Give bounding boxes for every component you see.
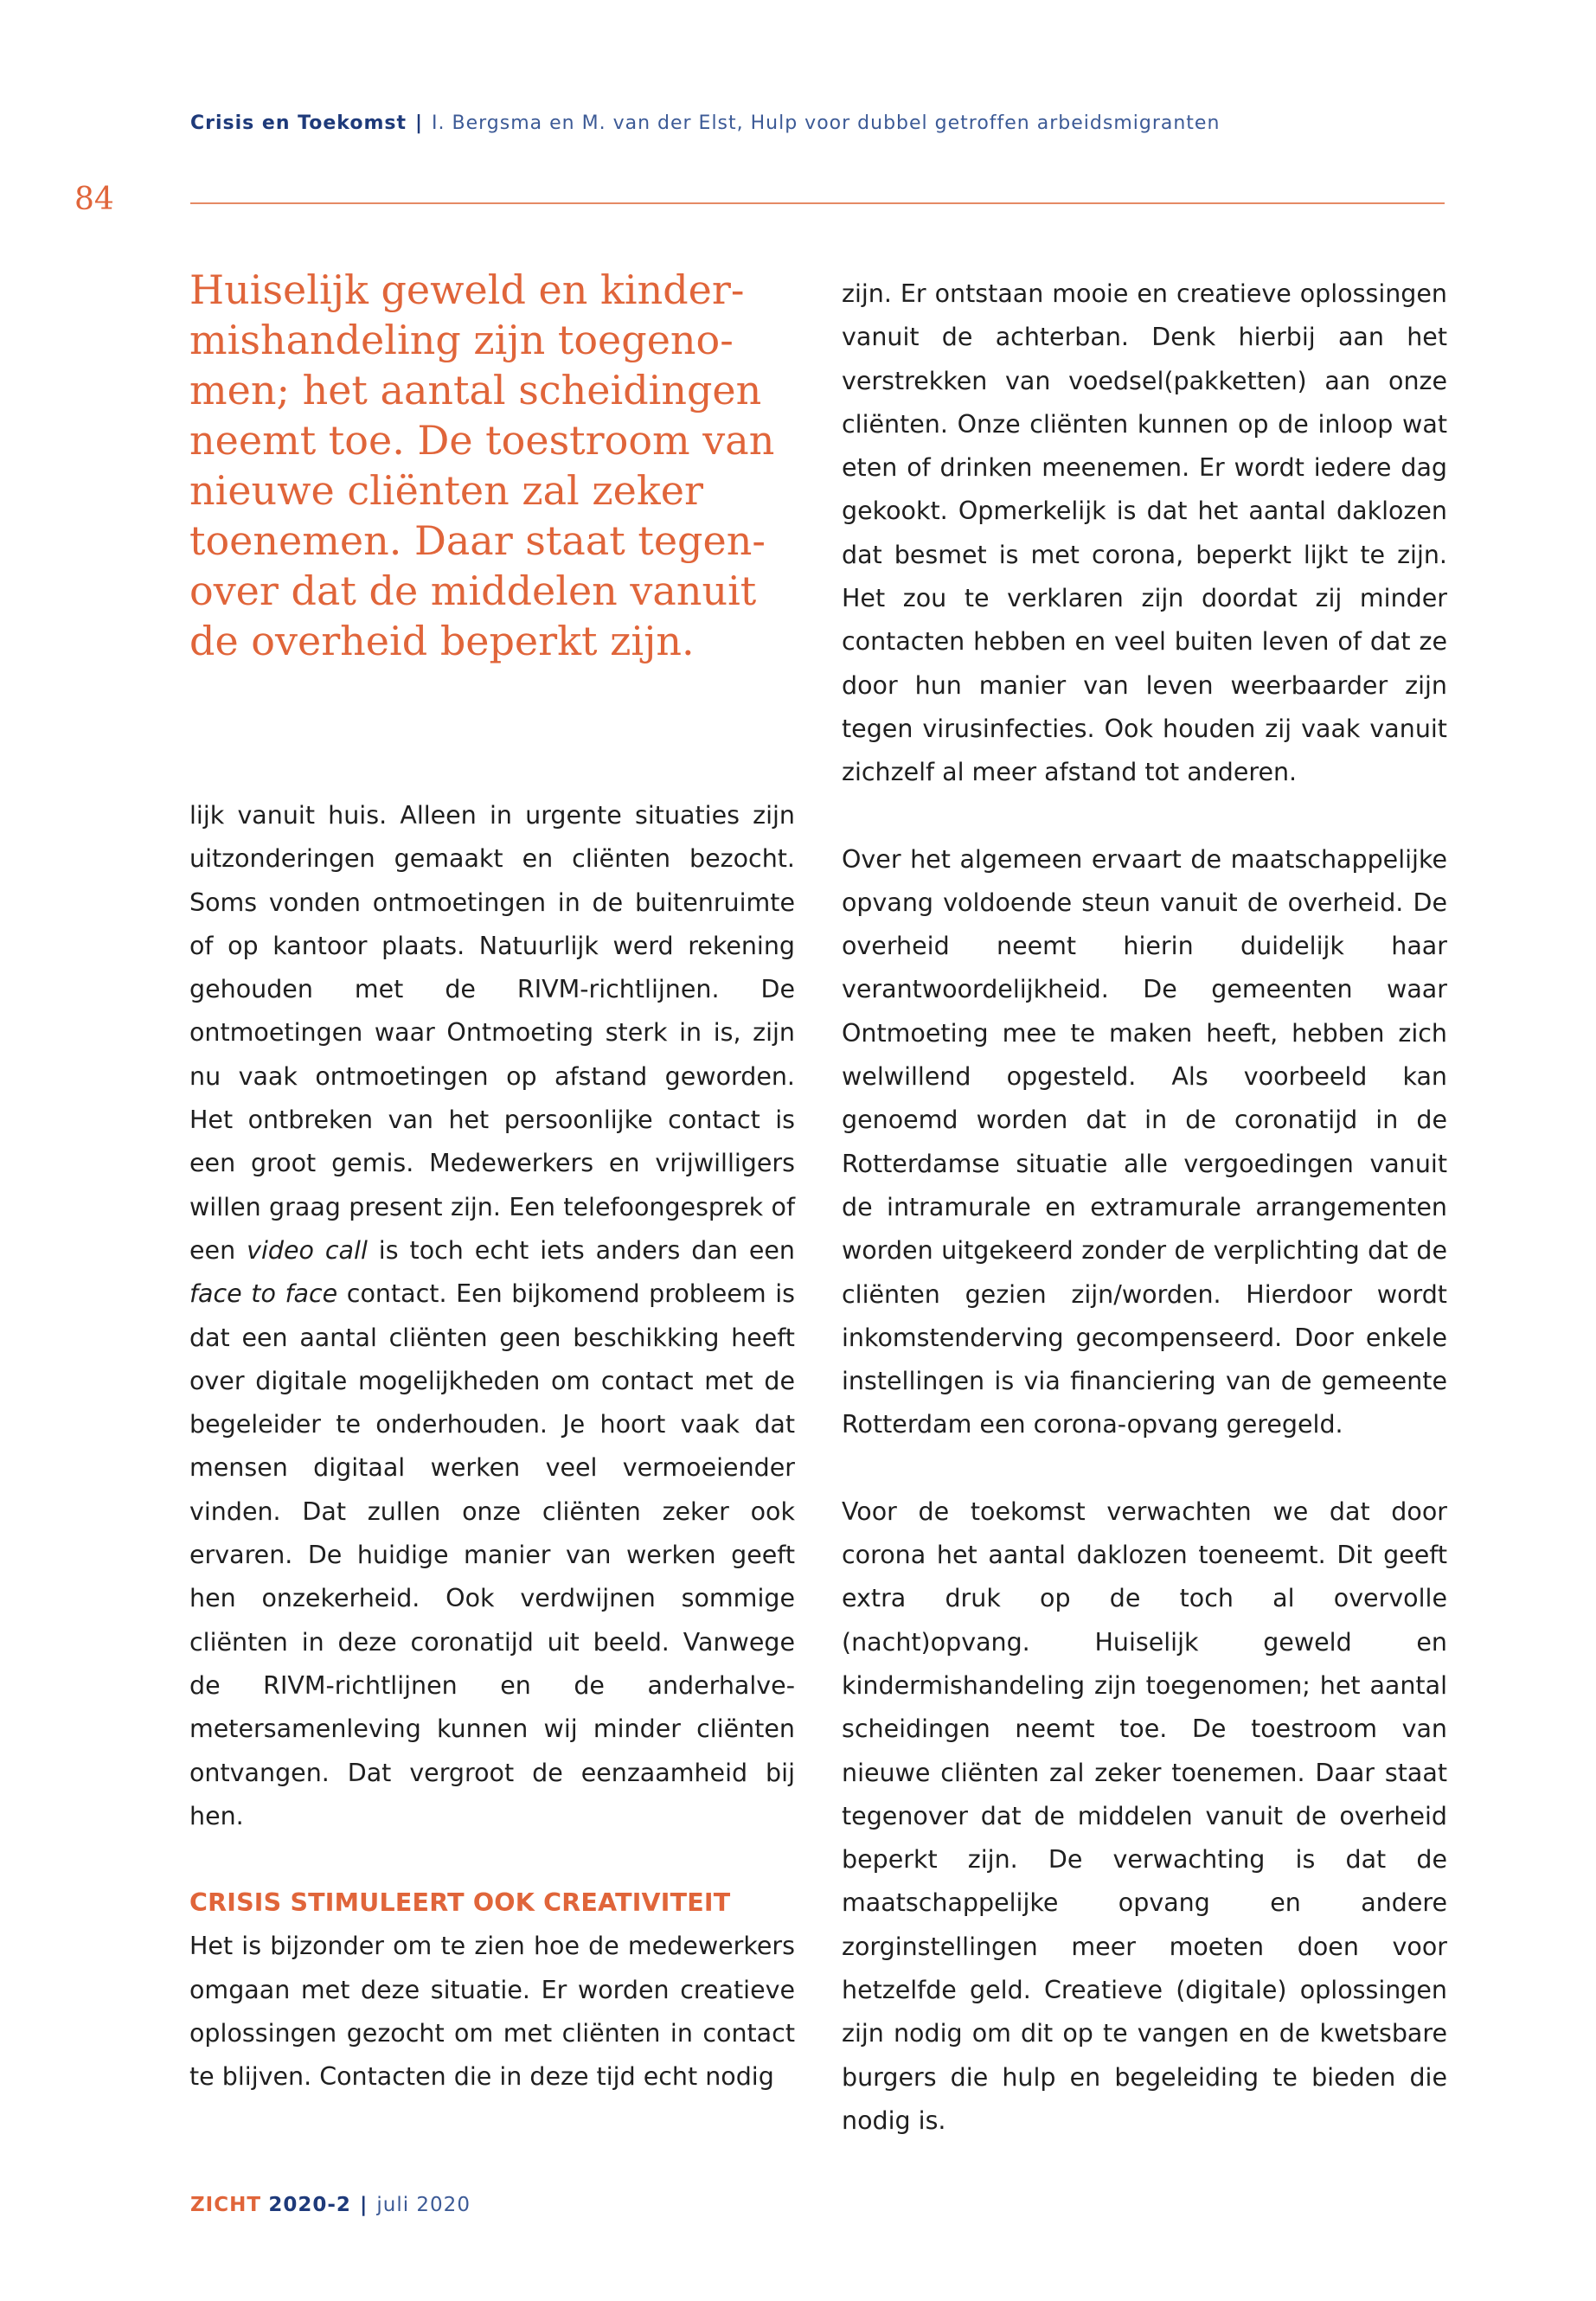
italic-text: face to face (189, 1279, 338, 1309)
pull-quote-line: Huiselijk geweld en kinder- (189, 266, 745, 313)
pull-quote-line: men; het aantal scheidingen (189, 367, 762, 413)
running-header (190, 112, 1220, 134)
body-paragraph: Voor de toekomst verwachten we dat door corona het aantal daklozen toeneemt. Dit geeft extra druk op de toch al overvolle (nacht)opvang. Huiselijk geweld en kindermishandeling zijn toegenomen; het aantal scheidingen neemt toe. De toestroom van nieuwe cliënten zal zeker toenemen. Daar staat tegenover dat de middelen vanuit de overheid beperkt zijn. De verwachting is dat de maatschappelijke opvang en andere zorginstellingen meer moeten doen voor hetzelfde geld. Creatieve (digitale) oplossingen zijn nodig om dit op te vangen en de kwetsbare burgers die hulp en begeleiding te bieden die nodig is. (842, 1497, 1447, 2135)
body-paragraph: Over het algemeen ervaart de maatschappelijke opvang voldoende steun vanuit de overheid. De overheid neemt hierin duidelijk haar verantwoordelijkheid. De gemeenten waar Ontmoeting mee te maken heeft, hebben zich welwillend opgesteld. Als voorbeeld kan genoemd worden dat in de coronatijd in de Rotterdamse situatie alle vergoedingen vanuit de intramurale en extramurale arrangementen worden uitgekeerd zonder de verplichting dat de cliënten gezien zijn/worden. Hierdoor wordt inkomstenderving gecompenseerd. Door enkele instellingen is via financiering van de gemeente Rotterdam een corona-opvang geregeld. (842, 844, 1447, 1439)
body-paragraph: zijn. Er ontstaan mooie en creatieve oplossingen vanuit de achterban. Denk hierbij aan het verstrekken van voedsel(pakketten) aan onze cliënten. Onze cliënten kunnen op de inloop wat eten of drinken meenemen. Er wordt iedere dag gekookt. Opmerkelijk is dat het aantal daklozen dat besmet is met corona, beperkt lijkt te zijn. Het zou te verklaren zijn doordat zij minder contacten hebben en veel buiten leven of dat ze door hun manier van leven weerbaarder zijn tegen virusinfecties. Ook houden zij vaak vanuit zichzelf al meer afstand tot anderen. (842, 279, 1447, 787)
pull-quote-line: mishandeling zijn toegeno- (189, 317, 734, 363)
footer-brand: ZICHT (190, 2194, 262, 2216)
pull-quote-line: over dat de middelen vanuit (189, 567, 757, 614)
left-column (189, 794, 795, 2099)
pull-quote-line: nieuwe cliënten zal zeker (189, 467, 703, 514)
header-rule (190, 202, 1445, 204)
running-footer (190, 2194, 471, 2216)
journal-section-title: Crisis en Toekomst (190, 112, 407, 134)
section-subheading: CRISIS STIMULEERT OOK CREATIVITEIT (189, 1888, 731, 1918)
body-text: is toch echt iets anders dan een (367, 1235, 795, 1265)
body-text: contact. Een bijkomend probleem is dat een aantal cliënten geen beschikking heeft over digitale mogelijkheden om contact met de begeleider te onderhouden. Je hoort vaak dat mensen digitaal werken veel vermoeiender vinden. Dat zullen onze cliënten zeker ook ervaren. De huidige manier van werken geeft hen onzekerheid. Ook verdwijnen sommige cliënten in deze coronatijd uit beeld. Vanwege de RIVM-richtlijnen en de anderhalve-metersamenleving kunnen wij minder cliënten ontvangen. Dat vergroot de eenzaamheid bij hen. (189, 1279, 795, 1830)
pull-quote-line: neemt toe. De toestroom van (189, 417, 775, 464)
header-separator: | (414, 112, 424, 134)
italic-text: video call (247, 1235, 368, 1265)
pull-quote (189, 265, 795, 666)
footer-date: juli 2020 (376, 2194, 471, 2216)
right-column (842, 272, 1447, 2143)
footer-issue: 2020-2 (268, 2194, 351, 2216)
body-paragraph (189, 794, 795, 1838)
body-text: lijk vanuit huis. Alleen in urgente situaties zijn uitzonderingen gemaakt en cliënten bezocht. Soms vonden ontmoetingen in de buitenruimte of op kantoor plaats. Natuurlijk werd rekening gehouden met de RIVM-richtlijnen. De ontmoetingen waar Ontmoeting sterk in is, zijn nu vaak ontmoetingen op afstand geworden. Het ontbreken van het persoonlijke contact is een groot gemis. Medewerkers en vrijwilligers willen graag present zijn. Een telefoongesprek of een (189, 801, 795, 1265)
pull-quote-line: toenemen. Daar staat tegen- (189, 517, 766, 564)
body-paragraph: Het is bijzonder om te zien hoe de medewerkers omgaan met deze situatie. Er worden creatieve oplossingen gezocht om met cliënten in contact te blijven. Contacten die in deze tijd echt nodig (189, 1932, 795, 2092)
page-number: 84 (74, 182, 114, 217)
article-authors-title: I. Bergsma en M. van der Elst, Hulp voor dubbel getroffen arbeidsmigranten (432, 112, 1221, 134)
pull-quote-line: de overheid beperkt zijn. (189, 618, 695, 664)
footer-separator: | (359, 2194, 369, 2216)
